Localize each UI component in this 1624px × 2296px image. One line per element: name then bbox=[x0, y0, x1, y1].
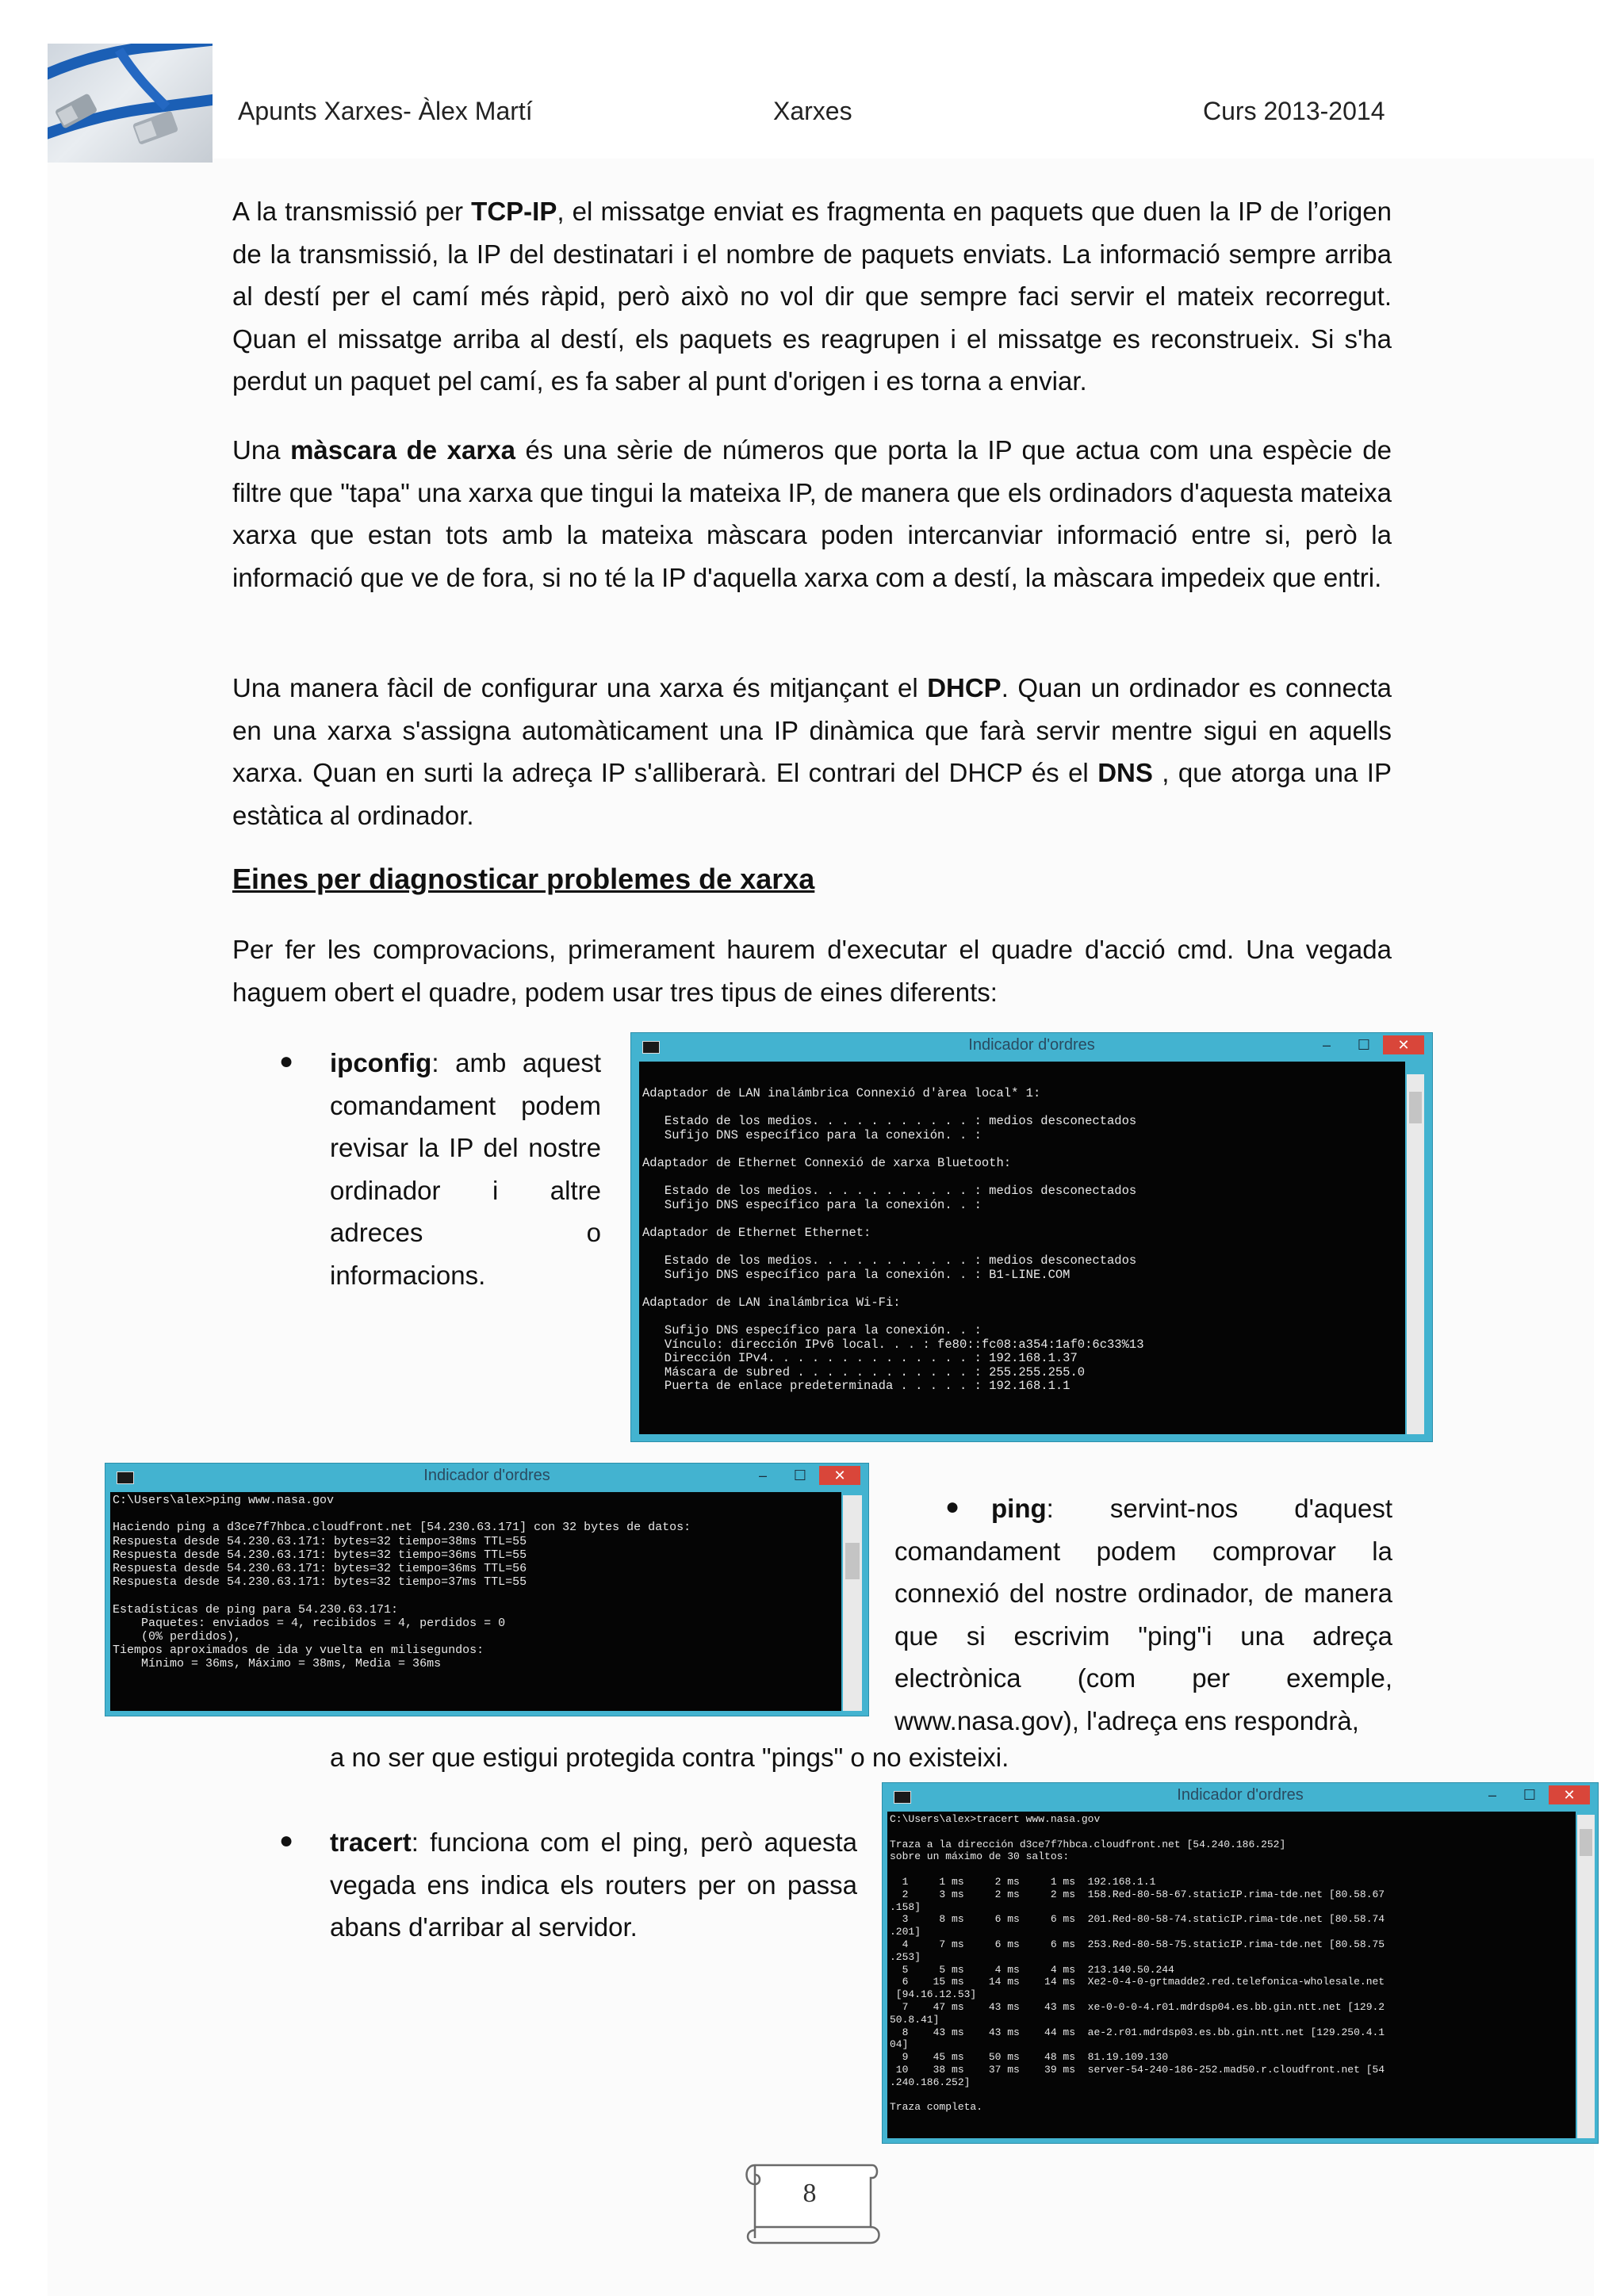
console-output: Adaptador de LAN inalámbrica Connexió d'àrea local* 1: Estado de los medios. . . . . . . . . . . : medios desconectados Sufijo DNS específico para la conexión. . : Adaptador de Ethernet Connexió de xarxa Bluetooth: Estado de los medios. . . . . . . . . . . : medios desconectados Sufijo DNS específico para la conexión. . : Adaptador de Ethernet Ethernet: Estado de los medios. . . . . . . . . . . : medios desconectados Sufijo DNS específico para la conexión. . : B1-LINE.COM Adaptador de LAN inalámbrica Wi-Fi: Sufijo DNS específico para la conexión. . : Vínculo: dirección IPv6 local. . . : fe80::fc08:a354:1af0:6c33%13 Dirección IPv4. . . . . . . . . . . . . . : 192.168.1.37 Máscara de subred . . . . . . . . . . . . : 255.255.255.0 Puerta de enlace predeterminada . . . . . : 192.168.1.1 bbox=[639, 1062, 1405, 1434]
ping-console-window bbox=[105, 1463, 869, 1716]
header-author: Apunts Xarxes- Àlex Martí bbox=[238, 97, 533, 125]
network-cable-logo bbox=[48, 44, 213, 163]
window-title: Indicador d'ordres bbox=[1177, 1786, 1304, 1804]
ipconfig-console-window bbox=[630, 1032, 1433, 1442]
console-output: C:\Users\alex>tracert www.nasa.gov Traza a la dirección d3ce7f7hbca.cloudfront.net [54.240.186.252] sobre un máximo de 30 saltos: 1 1 ms 2 ms 1 ms 192.168.1.1 2 3 ms 2 ms 2 ms 158.Red-80-58-67.staticIP.rima-tde.net [80.58.67 .158] 3 8 ms 6 ms 6 ms 201.Red-80-58-74.staticIP.rima-tde.net [80.58.74 .201] 4 7 ms 6 ms 6 ms 253.Red-80-58-75.staticIP.rima-tde.net [80.58.75 .253] 5 5 ms 4 ms 4 ms 213.140.50.244 6 15 ms 14 ms 14 ms Xe2-0-4-0-grtmadde2.red.telefonica-wholesale.net [94.16.12.53] 7 47 ms 43 ms 43 ms xe-0-0-0-4.r01.mdrdsp04.es.bb.gin.ntt.net [129.2 50.8.41] 8 43 ms 43 ms 44 ms ae-2.r01.mdrdsp03.es.bb.gin.ntt.net [129.250.4.1 04] 9 45 ms 50 ms 48 ms 81.19.109.130 10 38 ms 37 ms 39 ms server-54-240-186-252.mad50.r.cloudfront.net [54 .240.186.252] Traza completa. bbox=[887, 1812, 1576, 2138]
header-course: Curs 2013-2014 bbox=[1203, 97, 1385, 125]
term-dhcp: DHCP bbox=[927, 673, 1002, 702]
maximize-button[interactable]: ☐ bbox=[793, 1468, 807, 1483]
bullet-dot: ● bbox=[945, 1494, 960, 1520]
bullet-ping: ping: servint-nos d'aquest comandament podem comprovar la connexió del nostre ordinador, de manera que si escrivim "ping"i una adreça electrònica (com per exemple, www.nasa.gov), l'adreça ens respondrà, bbox=[894, 1494, 1392, 1735]
paragraph-intro-tools: Per fer les comprovacions, primerament haurem d'executar el quadre d'acció cmd. Una vegada haguem obert el quadre, podem usar tres tipus de eines diferents: bbox=[232, 935, 1392, 1007]
close-button[interactable]: ✕ bbox=[1549, 1785, 1590, 1804]
maximize-button[interactable]: ☐ bbox=[1357, 1037, 1371, 1053]
bullet-dot: ● bbox=[279, 1827, 294, 1854]
minimize-button[interactable]: – bbox=[758, 1468, 767, 1483]
window-title: Indicador d'ordres bbox=[968, 1036, 1095, 1054]
header-title: Xarxes bbox=[773, 97, 852, 125]
scrollbar[interactable] bbox=[843, 1495, 862, 1711]
bullet-tracert: tracert: funciona com el ping, però aquesta vegada ens indica els routers per on passa abans d'arribar al servidor. bbox=[330, 1827, 857, 1942]
scrollbar[interactable] bbox=[1407, 1074, 1424, 1434]
scrollbar-thumb[interactable] bbox=[1580, 1829, 1592, 1856]
close-button[interactable]: ✕ bbox=[1383, 1035, 1424, 1054]
tracert-console-window bbox=[882, 1782, 1599, 2144]
console-output: C:\Users\alex>ping www.nasa.gov Haciendo ping a d3ce7f7hbca.cloudfront.net [54.230.63.171] con 32 bytes de datos: Respuesta desde 54.230.63.171: bytes=32 tiempo=38ms TTL=55 Respuesta desde 54.230.63.171: bytes=32 tiempo=36ms TTL=55 Respuesta desde 54.230.63.171: bytes=32 tiempo=36ms TTL=56 Respuesta desde 54.230.63.171: bytes=32 tiempo=37ms TTL=55 Estadísticas de ping para 54.230.63.171: Paquetes: enviados = 4, recibidos = 4, perdidos = 0 (0% perdidos), Tiempos aproximados de ida y vuelta en milisegundos: Mínimo = 36ms, Máximo = 38ms, Media = 36ms bbox=[110, 1492, 841, 1711]
term-dns: DNS bbox=[1097, 758, 1153, 787]
minimize-button[interactable]: – bbox=[1488, 1787, 1496, 1803]
window-titlebar bbox=[631, 1033, 1432, 1060]
bullet-ping-continued: a no ser que estigui protegida contra "pings" o no existeixi. bbox=[330, 1743, 1009, 1772]
window-titlebar bbox=[105, 1464, 868, 1490]
paragraph-tcp-ip: A la transmissió per TCP-IP, el missatge enviat es fragmenta en paquets que duen la IP de l’origen de la transmissió, la IP del destinatari i el nombre de paquets enviats. La informació sempre arriba al destí per el camí més ràpid, però això no vol dir que sempre faci servir el mateix recorregut. Quan el missatge arriba al destí, els paquets es reagrupen i el missatge es reconstrueix. Si s'ha perdut un paquet pel camí, es fa saber al punt d'origen i es torna a enviar. bbox=[232, 197, 1392, 396]
paragraph-mascara: Una màscara de xarxa és una sèrie de números que porta la IP que actua com una espècie de filtre que "tapa" una xarxa que tingui la mateixa IP, de manera que els ordinadors d'aquesta mateixa xarxa que estan tots amb la mateixa màscara poden intercanviar informació entre si, però la informació que ve de fora, si no té la IP d'aquella xarxa com a destí, la màscara impedeix que entri. bbox=[232, 435, 1392, 592]
scrollbar-thumb[interactable] bbox=[845, 1543, 860, 1579]
scrollbar[interactable] bbox=[1577, 1815, 1595, 2138]
page-number: 8 bbox=[802, 2179, 817, 2208]
bullet-dot: ● bbox=[279, 1048, 294, 1074]
term-mascara: màscara de xarxa bbox=[290, 435, 515, 465]
window-titlebar bbox=[883, 1783, 1598, 1810]
maximize-button[interactable]: ☐ bbox=[1522, 1787, 1537, 1803]
paragraph-dhcp: Una manera fàcil de configurar una xarxa és mitjançant el DHCP. Quan un ordinador es connecta en una xarxa s'assigna automàticament una IP dinàmica que farà servir mentre sigui en aquells xarxa. Quan en surti la adreça IP s'alliberarà. El contrari del DHCP és el DNS , que atorga una IP estàtica al ordinador. bbox=[232, 673, 1392, 830]
scrollbar-thumb[interactable] bbox=[1409, 1092, 1422, 1123]
section-heading: Eines per diagnosticar problemes de xarxa bbox=[232, 863, 815, 895]
bullet-ipconfig: ipconfig: amb aquest comandament podem revisar la IP del nostre ordinador i altre adreces o informacions. bbox=[330, 1048, 601, 1290]
window-title: Indicador d'ordres bbox=[423, 1467, 550, 1484]
term-tcp-ip: TCP-IP bbox=[471, 197, 557, 226]
minimize-button[interactable]: – bbox=[1322, 1037, 1331, 1053]
close-button[interactable]: ✕ bbox=[819, 1466, 860, 1485]
